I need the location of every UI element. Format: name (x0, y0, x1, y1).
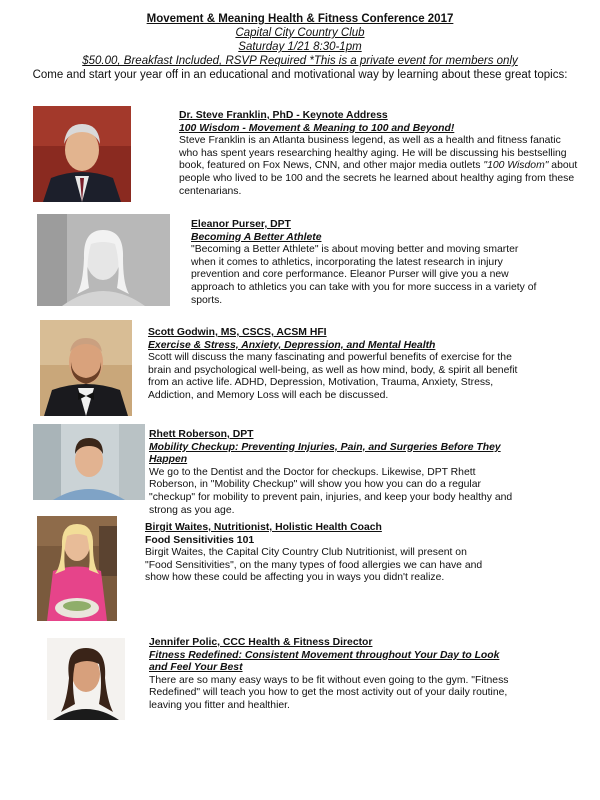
speaker-name: Jennifer Polic, CCC Health & Fitness Director (149, 637, 373, 648)
event-date: Saturday 1/21 8:30-1pm (238, 41, 362, 53)
talk-title: Fitness Redefined: Consistent Movement throughout Your Day to Look and Feel Your Best (149, 649, 500, 674)
speaker-rhett-roberson (149, 429, 519, 517)
event-intro: Come and start your year off in an educational and motivational way by learning about these great topics: (32, 69, 568, 81)
talk-description: Steve Franklin is an Atlanta business legend, as well as a health and fitness fanatic who has spent years researching healthy aging. He will be discussing his bestselling book, featured on Fox News, CNN, and other major media outlets "100 Wisdom" about people who lived to be 100 and the secrets he learned about healthy aging from these centenarians. (179, 135, 578, 197)
event-venue: Capital City Country Club (235, 27, 365, 39)
speaker-photo-jennifer-polic (47, 638, 125, 720)
speaker-scott-godwin (148, 327, 518, 403)
talk-description: "Becoming a Better Athlete" is about moving better and moving smarter when it comes to athletics, incorporating the latest research in injury prevention and core performance. Eleanor Purser will give you a new approach to athletics you can take with you for more success in a variety of sports. (191, 244, 537, 306)
talk-title: Becoming A Better Athlete (191, 231, 322, 243)
speaker-photo-rhett-roberson (33, 424, 145, 500)
speaker-name: Eleanor Purser, DPT (191, 219, 291, 230)
talk-description: We go to the Dentist and the Doctor for checkups. Likewise, DPT Rhett Roberson, in "Mobility Checkup" will show you how you can do a regular "checkup" for mobility to prevent pain, injuries, and keep your body healthy and strong as you age. (149, 466, 513, 516)
speaker-eleanor-purser (191, 219, 541, 307)
speaker-jennifer-polic (149, 637, 509, 713)
speaker-photo-scott-godwin (40, 320, 132, 416)
talk-title: Exercise & Stress, Anxiety, Depression, and Mental Health (148, 339, 436, 351)
talk-description: Scott will discuss the many fascinating and powerful benefits of exercise for the brain and psychological well-being, as well as how mind, body, & spirit all benefit from an active life. ADHD, Depression, Motivation, Trauma, Anxiety, Stress, Addiction, and Memory Loss will each be discussed. (148, 352, 518, 401)
event-header (0, 12, 600, 82)
talk-title: 100 Wisdom - Movement & Meaning to 100 and Beyond! (179, 122, 455, 134)
talk-title: Food Sensitivities 101 (145, 534, 255, 546)
speaker-photo-steve-franklin (33, 106, 131, 202)
speaker-photo-eleanor-purser (37, 214, 170, 306)
event-title: Movement & Meaning Health & Fitness Conference 2017 (146, 13, 454, 25)
event-price: $50.00, Breakfast Included, RSVP Required *This is a private event for members only (82, 55, 518, 67)
speaker-name: Scott Godwin, MS, CSCS, ACSM HFI (148, 327, 327, 338)
talk-title: Mobility Checkup: Preventing Injuries, Pain, and Surgeries Before They Happen (149, 441, 501, 466)
speaker-name: Dr. Steve Franklin, PhD - Keynote Address (179, 110, 388, 121)
speaker-name: Rhett Roberson, DPT (149, 429, 254, 440)
talk-description: There are so many easy ways to be fit without even going to the gym. "Fitness Redefined" will teach you how to get the most activity out of your daily routine, leaving you fitter and healthier. (149, 674, 509, 711)
speaker-photo-birgit-waites (37, 516, 117, 621)
speaker-birgit-waites (145, 522, 485, 585)
speaker-name: Birgit Waites, Nutritionist, Holistic Health Coach (145, 522, 382, 533)
speaker-steve-franklin (179, 110, 579, 198)
talk-description: Birgit Waites, the Capital City Country Club Nutritionist, will present on "Food Sensitivities", on the many types of food allergies we can have and show how these could be affecting you in ways you didn't realize. (145, 547, 483, 584)
